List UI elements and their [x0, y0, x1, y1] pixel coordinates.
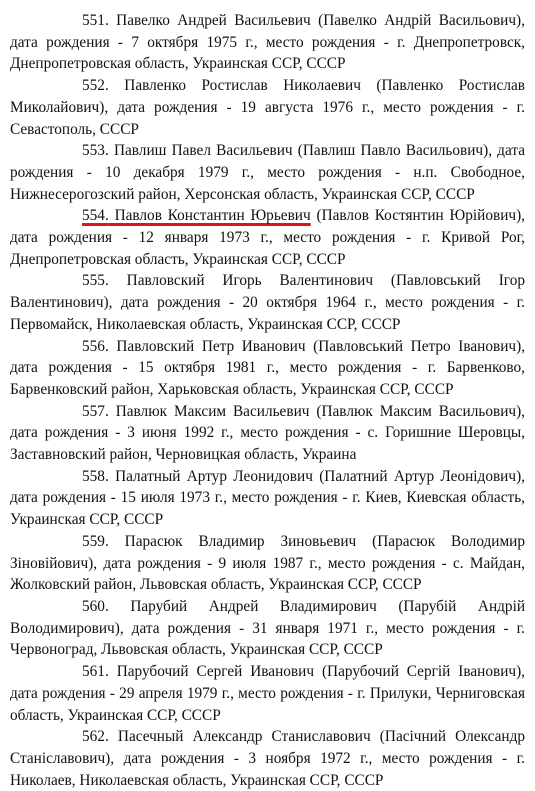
entry-number: 556. — [82, 337, 109, 355]
entry-number: 552. — [82, 77, 109, 95]
entry-name: Пасечный Александр Станиславович — [117, 728, 371, 746]
list-item — [10, 726, 525, 791]
entry-name: Павелко Андрей Васильевич — [116, 12, 311, 29]
document-page — [10, 10, 525, 791]
entry-number: 553. — [82, 142, 109, 160]
list-item — [10, 140, 525, 205]
entry-text: (Павловський Iгор Валентинович), дата рождения - 20 октября 1964 г., место рождения - г. Первомайск, Николаевская область, Украинская ССР, СССР — [10, 272, 525, 333]
entry-name: Павловский Петр Иванович — [116, 337, 306, 355]
list-item — [10, 661, 525, 726]
entry-text: (Павлов Костянтин Юрійович), дата рождения - 12 января 1973 г., место рождения - г. Кривой Рог, Днепропетровская область, Украинская ССР, СССР — [10, 207, 525, 268]
entry-number: 559. — [82, 532, 109, 550]
list-item — [10, 596, 525, 661]
entry-number: 562. — [82, 728, 109, 746]
list-item — [10, 75, 525, 140]
entry-number: 555. — [82, 272, 109, 290]
entry-name: Павлюк Максим Васильевич — [115, 402, 310, 420]
entry-text: (Парубочий Сергiй Iванович), дата рождения - 29 апреля 1979 г., место рождения - г. Прилуки, Черниговская область, Украинская ССР, СССР — [10, 663, 526, 724]
entry-text: (Павловський Петро Iванович), дата рождения - 15 октября 1981 г., место рождения - г. Барвенково, Барвенковский район, Харьковская область, Украинская ССР, СССР — [10, 337, 526, 398]
list-item — [10, 401, 525, 466]
entry-text: (Павлюк Максим Васильович), дата рождения - 3 июня 1992 г., место рождения - с. Горишние Шеровцы, Заставновский район, Черновицкая область, Украина — [10, 402, 525, 464]
entry-name: Палатный Артур Леонидович — [115, 467, 313, 485]
entry-text: (Павленко Ростислав Миколайович), дата рождения - 19 августа 1976 г., место рождения - г. Севастополь, СССР — [10, 77, 525, 138]
entry-number: 560. — [82, 597, 109, 615]
entry-name: Парубочий Сергей Иванович — [116, 663, 315, 681]
list-item — [10, 466, 525, 531]
list-item — [10, 531, 525, 596]
entry-number: 554. — [82, 207, 109, 225]
list-item-highlighted — [10, 205, 525, 270]
entry-name: Парубий Андрей Владимирович — [130, 597, 377, 615]
entry-text: (Парубiй Андрiй Володимирович), дата рождения - 31 января 1971 г., место рождения - г. Червоноград, Львовская область, Украинская ССР, СССР — [10, 597, 526, 659]
entry-number: 561. — [82, 663, 109, 681]
list-item — [10, 10, 525, 75]
entry-name: Павленко Ростислав Николаевич — [124, 77, 361, 95]
entry-name: Павлов Константин Юрьевич — [114, 207, 311, 225]
entry-text: (Павлиш Павло Васильович), дата рождения - 10 декабря 1979 г., место рождения - н.п. Свободное, Нижнесерогозский район, Херсонская область, Украинская ССР, СССР — [10, 142, 526, 203]
entry-text: (Пасiчний Олександр Станiславович), дата рождения - 3 ноября 1972 г., место рождения - г. Николаев, Николаевская область, Украинская ССР, СССР — [10, 728, 526, 789]
highlighted-entry-heading — [82, 207, 311, 224]
entry-text: (Палатний Артур Леонiдович), дата рождения - 15 июля 1973 г., место рождения - г. Киев, Киевская область, Украинская ССР, СССР — [10, 467, 525, 529]
entry-name: Павлиш Павел Васильевич — [113, 142, 293, 160]
entry-name: Павловский Игорь Валентинович — [126, 272, 374, 290]
entry-number: 558. — [82, 467, 109, 485]
entry-text: (Парасюк Володимир Зіновійович), дата рождения - 9 июля 1987 г., место рождения - с. Майдан, Жолковский район, Львовская область, Украинская ССР, СССР — [10, 532, 526, 594]
entry-number: 551. — [82, 12, 109, 29]
entry-text: (Павелко Андрій Васильович), дата рождения - 7 октября 1975 г., место рождения - г. Днепропетровск, Днепропетровская область, Украинская ССР, СССР — [10, 12, 525, 73]
entry-name: Парасюк Владимир Зиновьевич — [124, 532, 357, 550]
list-item — [10, 336, 525, 401]
list-item — [10, 270, 525, 335]
entry-number: 557. — [82, 402, 109, 420]
